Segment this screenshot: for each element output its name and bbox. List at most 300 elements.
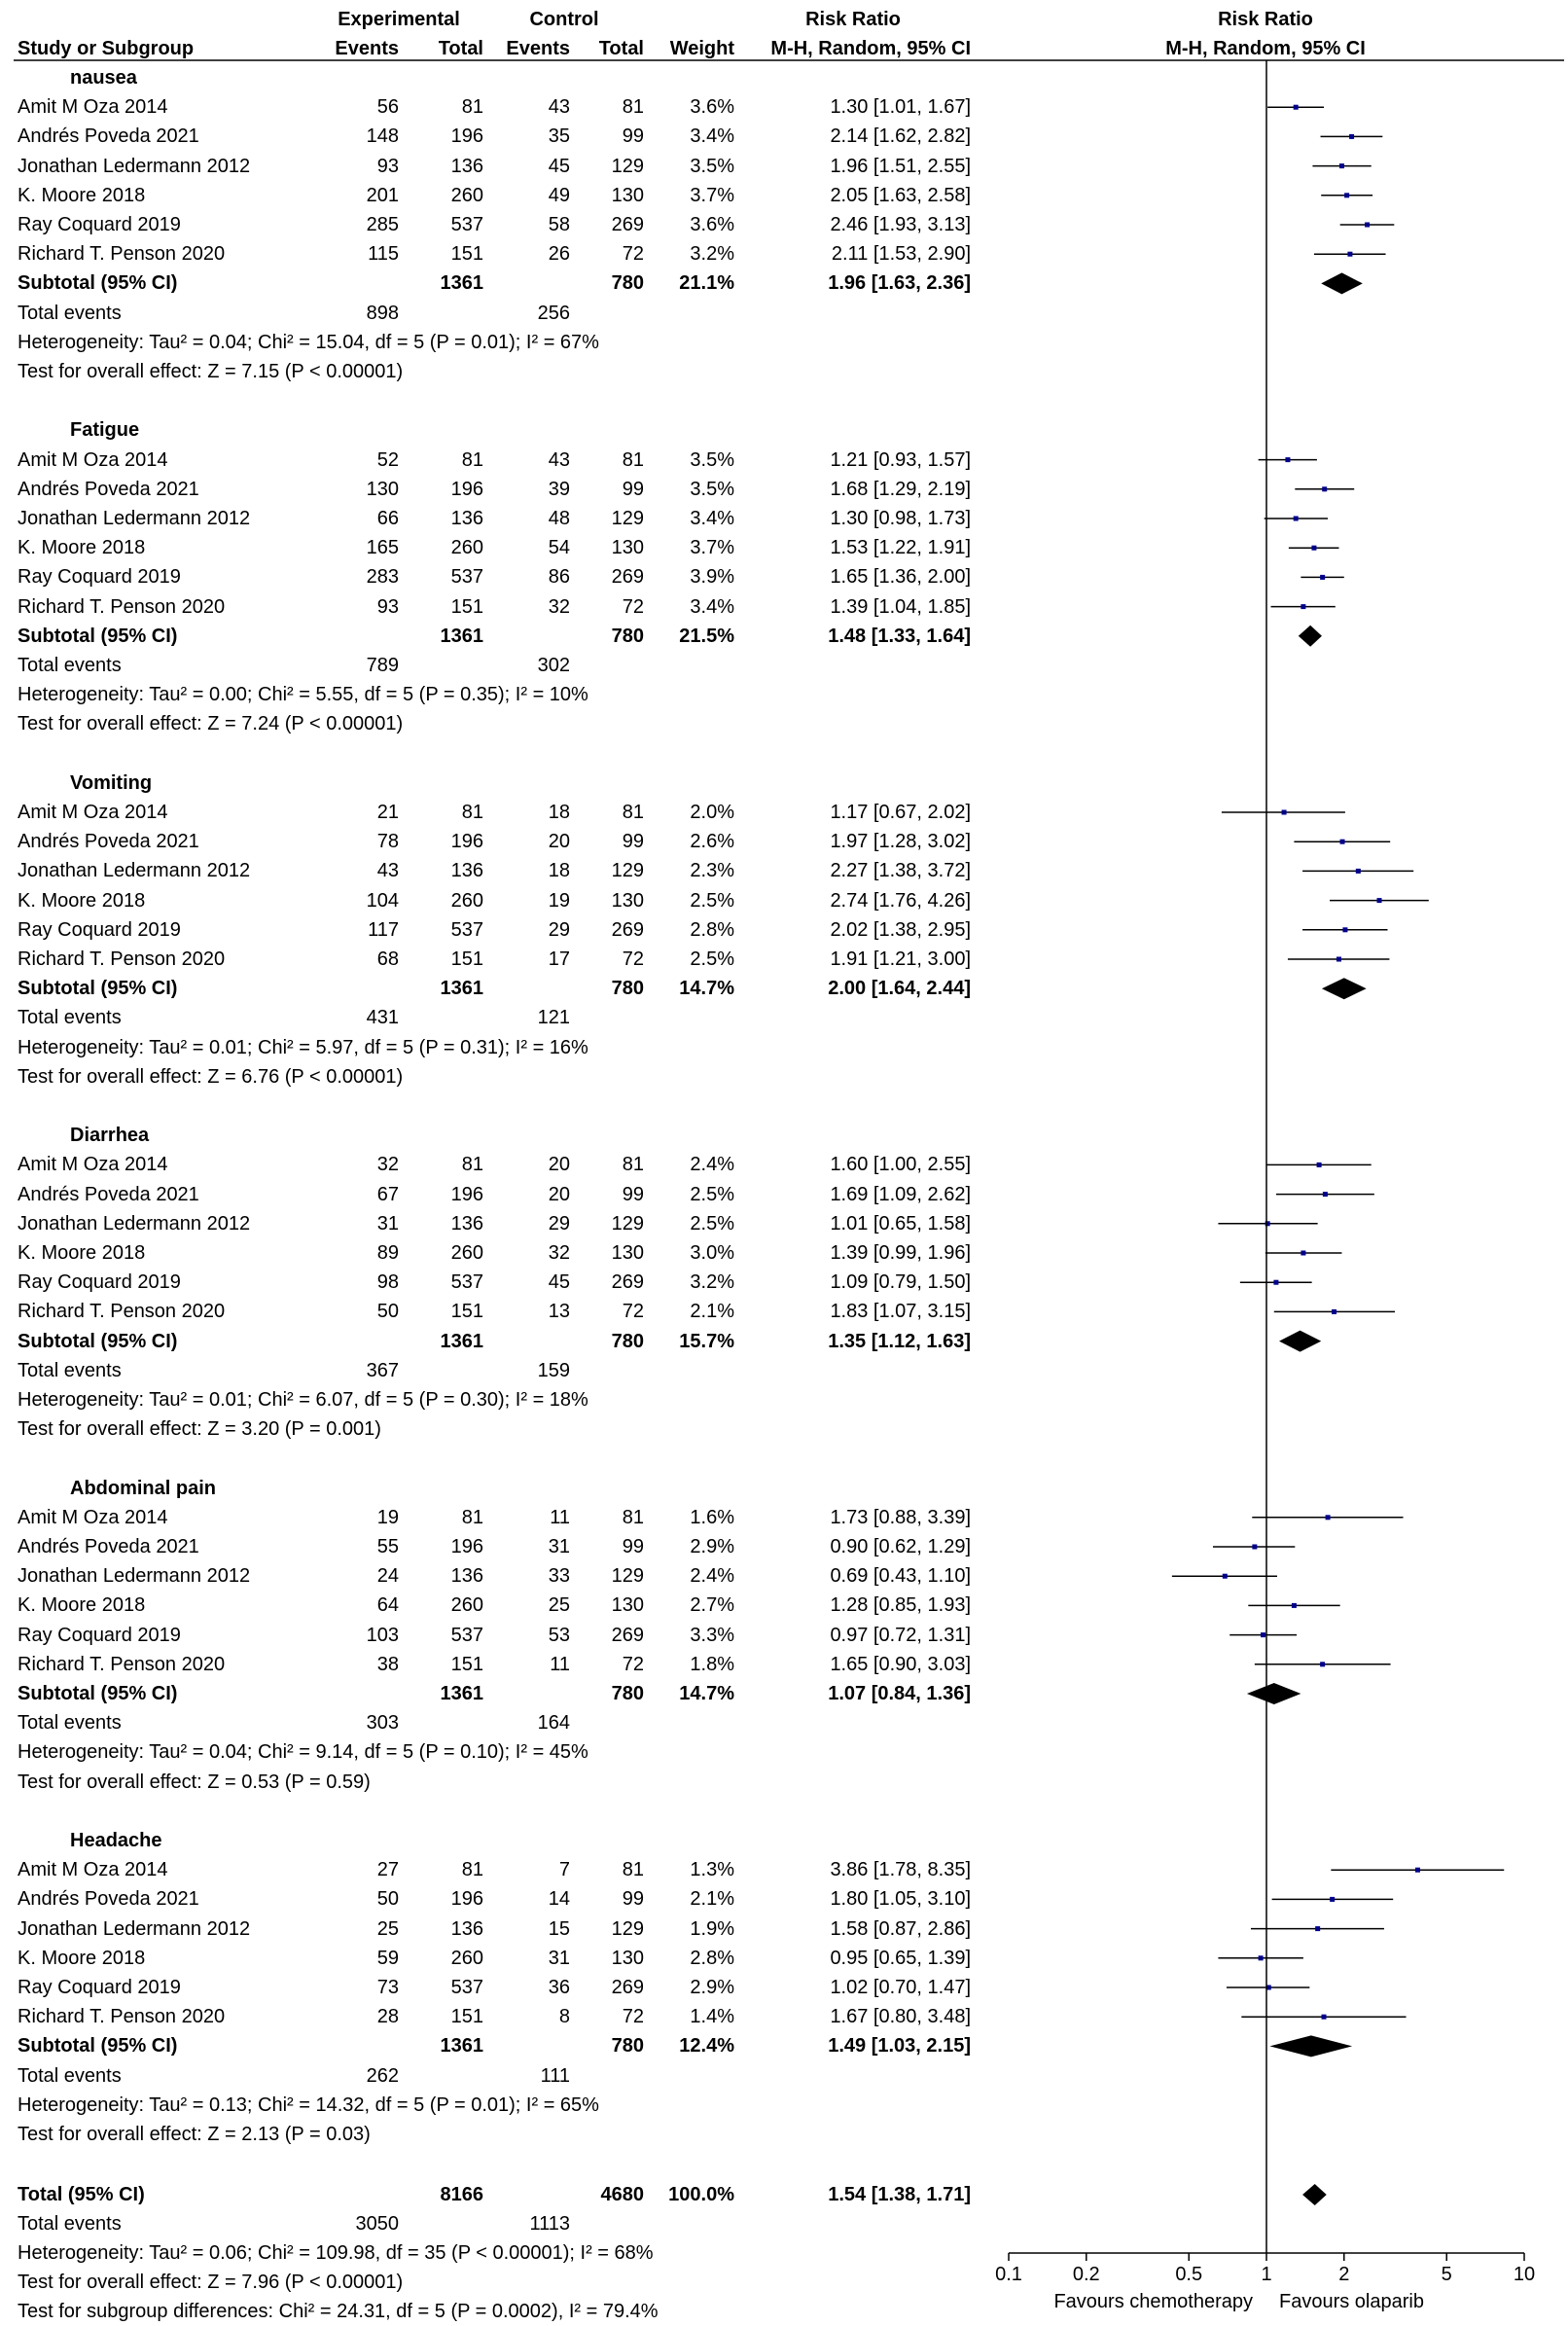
study-2-3-point <box>1377 898 1382 903</box>
subtotal-exp-total: 1361 <box>440 2035 483 2058</box>
subtotal-weight: 21.1% <box>679 272 734 295</box>
weight: 3.6% <box>690 96 734 119</box>
exp-total: 151 <box>450 595 483 618</box>
subgroup-title: Diarrhea <box>70 1125 150 1147</box>
ctrl-events: 8 <box>558 2006 570 2028</box>
study-name: Andrés Poveda 2021 <box>18 1183 199 1205</box>
risk-ratio-ci: 1.80 [1.05, 3.10] <box>830 1888 971 1911</box>
ctrl-total: 99 <box>622 1183 644 1205</box>
ctrl-total: 81 <box>622 802 644 823</box>
ctrl-total: 72 <box>622 2006 644 2028</box>
overall-effect: Test for overall effect: Z = 7.15 (P < 0.00001) <box>18 361 404 382</box>
risk-ratio-ci: 1.30 [0.98, 1.73] <box>830 508 971 529</box>
x-tick-label: 0.2 <box>1072 2264 1100 2285</box>
study-4-2-point <box>1223 1574 1228 1579</box>
risk-ratio-ci: 1.17 [0.67, 2.02] <box>830 802 971 823</box>
overall-effect: Test for overall effect: Z = 7.24 (P < 0.00001) <box>18 713 404 735</box>
total-events-exp: 303 <box>366 1712 399 1735</box>
exp-events: 165 <box>366 537 399 559</box>
exp-events: 59 <box>376 1947 399 1969</box>
ctrl-total: 99 <box>622 1888 644 1911</box>
study-name: Jonathan Ledermann 2012 <box>18 155 251 177</box>
study-2-2-point <box>1356 869 1361 874</box>
study-1-0-point <box>1285 457 1290 462</box>
header-group2: Control <box>529 9 599 30</box>
ctrl-total: 72 <box>622 1301 644 1323</box>
exp-total: 136 <box>450 1212 483 1235</box>
ctrl-events: 43 <box>548 96 570 119</box>
header-study: Study or Subgroup <box>18 38 195 59</box>
ctrl-total: 129 <box>611 1212 644 1235</box>
ctrl-events: 29 <box>548 1212 570 1235</box>
heterogeneity: Heterogeneity: Tau² = 0.13; Chi² = 14.32, df = 5 (P = 0.01); I² = 65% <box>18 2093 599 2116</box>
total-events-label: Total events <box>18 1359 122 1381</box>
subtotal-label: Subtotal (95% CI) <box>18 2035 178 2058</box>
study-name: Andrés Poveda 2021 <box>18 831 199 853</box>
ctrl-events: 20 <box>548 831 570 853</box>
weight: 2.9% <box>690 1977 734 1998</box>
ctrl-events: 20 <box>548 1154 570 1176</box>
exp-total: 81 <box>461 448 483 471</box>
weight: 2.3% <box>690 860 734 882</box>
risk-ratio-ci: 1.65 [0.90, 3.03] <box>830 1653 971 1675</box>
exp-total: 537 <box>450 1624 483 1646</box>
total-events-label: Total events <box>18 1007 122 1029</box>
study-name: Jonathan Ledermann 2012 <box>18 1212 251 1235</box>
subtotal-weight: 12.4% <box>679 2035 734 2058</box>
weight: 2.5% <box>690 1212 734 1235</box>
grand-events-ctrl: 1113 <box>529 2213 570 2235</box>
header-total2: Total <box>598 38 644 59</box>
overall-effect: Test for overall effect: Z = 2.13 (P = 0.03) <box>18 2124 371 2145</box>
exp-events: 52 <box>376 448 399 471</box>
weight: 2.5% <box>690 889 734 912</box>
risk-ratio-ci: 0.95 [0.65, 1.39] <box>830 1947 971 1969</box>
risk-ratio-ci: 1.67 [0.80, 3.48] <box>830 2006 971 2028</box>
total-events-ctrl: 111 <box>540 2064 570 2087</box>
exp-events: 98 <box>376 1271 399 1294</box>
study-name: Ray Coquard 2019 <box>18 1624 181 1646</box>
ctrl-total: 269 <box>611 1271 644 1294</box>
exp-events: 21 <box>376 802 399 823</box>
study-5-0-point <box>1415 1868 1420 1873</box>
exp-total: 81 <box>461 1154 483 1176</box>
header-method: M-H, Random, 95% CI <box>770 38 971 59</box>
study-1-1-point <box>1322 486 1327 491</box>
study-name: Andrés Poveda 2021 <box>18 478 199 500</box>
weight: 1.8% <box>690 1653 734 1675</box>
exp-total: 151 <box>450 1653 483 1675</box>
exp-events: 283 <box>366 566 399 589</box>
exp-total: 537 <box>450 1271 483 1294</box>
study-5-3-point <box>1259 1955 1264 1960</box>
total-weight: 100.0% <box>668 2184 734 2205</box>
weight: 3.5% <box>690 448 734 471</box>
subtotal-label: Subtotal (95% CI) <box>18 1683 178 1704</box>
study-name: Amit M Oza 2014 <box>18 96 168 119</box>
ctrl-total: 130 <box>611 537 644 559</box>
overall-effect: Test for overall effect: Z = 6.76 (P < 0.00001) <box>18 1065 404 1088</box>
total-ci: 1.54 [1.38, 1.71] <box>828 2184 971 2205</box>
ctrl-total: 129 <box>611 508 644 529</box>
exp-events: 19 <box>376 1506 399 1528</box>
heterogeneity: Heterogeneity: Tau² = 0.01; Chi² = 5.97, df = 5 (P = 0.31); I² = 16% <box>18 1036 588 1058</box>
exp-events: 32 <box>376 1154 399 1176</box>
study-name: Richard T. Penson 2020 <box>18 1653 226 1675</box>
subtotal-ctrl-total: 780 <box>611 978 644 1000</box>
subtotal-exp-total: 1361 <box>440 272 483 295</box>
weight: 1.9% <box>690 1917 734 1940</box>
weight: 3.3% <box>690 1624 734 1646</box>
study-4-3-point <box>1292 1603 1297 1608</box>
exp-events: 115 <box>368 243 399 266</box>
subtotal-1-diamond <box>1299 626 1322 647</box>
subtotal-weight: 21.5% <box>679 625 734 647</box>
heterogeneity: Heterogeneity: Tau² = 0.01; Chi² = 6.07, df = 5 (P = 0.30); I² = 18% <box>18 1389 588 1411</box>
risk-ratio-ci: 1.01 [0.65, 1.58] <box>830 1212 971 1235</box>
exp-total: 136 <box>450 1917 483 1940</box>
ctrl-total: 129 <box>611 1917 644 1940</box>
subtotal-label: Subtotal (95% CI) <box>18 272 178 295</box>
risk-ratio-ci: 0.97 [0.72, 1.31] <box>830 1624 971 1646</box>
ctrl-events: 33 <box>548 1565 570 1588</box>
exp-total: 196 <box>450 125 483 148</box>
total-label: Total (95% CI) <box>18 2184 145 2205</box>
weight: 2.7% <box>690 1594 734 1617</box>
exp-events: 78 <box>376 831 399 853</box>
risk-ratio-ci: 2.27 [1.38, 3.72] <box>830 860 971 882</box>
study-2-1-point <box>1340 840 1345 844</box>
weight: 1.6% <box>690 1506 734 1528</box>
exp-total: 81 <box>461 1859 483 1881</box>
ctrl-events: 31 <box>548 1947 570 1969</box>
exp-total: 260 <box>450 1594 483 1617</box>
exp-total: 151 <box>450 1301 483 1323</box>
x-tick-label: 1 <box>1261 2264 1272 2285</box>
study-3-5-point <box>1332 1309 1336 1314</box>
subtotal-ci: 1.49 [1.03, 2.15] <box>828 2035 971 2058</box>
ctrl-events: 31 <box>548 1536 570 1557</box>
exp-events: 93 <box>376 595 399 618</box>
exp-total: 260 <box>450 1947 483 1969</box>
exp-total: 537 <box>450 1977 483 1998</box>
ctrl-total: 99 <box>622 1536 644 1557</box>
exp-total: 196 <box>450 478 483 500</box>
ctrl-events: 32 <box>548 595 570 618</box>
ctrl-events: 48 <box>548 508 570 529</box>
ctrl-total: 72 <box>622 1653 644 1675</box>
ctrl-total: 99 <box>622 831 644 853</box>
overall-effect: Test for overall effect: Z = 3.20 (P = 0.001) <box>18 1418 381 1441</box>
exp-total: 151 <box>450 948 483 970</box>
exp-events: 104 <box>366 889 399 912</box>
risk-ratio-ci: 3.86 [1.78, 8.35] <box>830 1859 971 1881</box>
subtotal-ci: 1.48 [1.33, 1.64] <box>828 625 971 647</box>
header-total1: Total <box>438 38 483 59</box>
ctrl-total: 269 <box>611 566 644 589</box>
subtotal-exp-total: 1361 <box>440 1683 483 1704</box>
study-0-3-point <box>1344 193 1349 197</box>
risk-ratio-ci: 2.11 [1.53, 2.90] <box>831 243 971 266</box>
exp-events: 25 <box>376 1917 399 1940</box>
study-3-1-point <box>1323 1192 1328 1197</box>
weight: 3.5% <box>690 478 734 500</box>
subtotal-4-diamond <box>1247 1683 1301 1704</box>
subtotal-3-diamond <box>1279 1331 1321 1352</box>
total-diamond <box>1302 2184 1327 2205</box>
study-name: Richard T. Penson 2020 <box>18 1301 226 1323</box>
study-3-3-point <box>1301 1251 1305 1256</box>
ctrl-events: 29 <box>548 918 570 941</box>
total-events-label: Total events <box>18 655 122 676</box>
header-rr-title: Risk Ratio <box>805 9 901 30</box>
ctrl-events: 86 <box>548 566 570 589</box>
ctrl-events: 26 <box>548 243 570 266</box>
risk-ratio-ci: 1.97 [1.28, 3.02] <box>830 831 971 853</box>
ctrl-total: 99 <box>622 478 644 500</box>
weight: 2.9% <box>690 1536 734 1557</box>
exp-total: 260 <box>450 1242 483 1264</box>
ctrl-events: 36 <box>548 1977 570 1998</box>
weight: 3.0% <box>690 1242 734 1264</box>
subgroup-title: Abdominal pain <box>70 1477 216 1499</box>
ctrl-total: 129 <box>611 1565 644 1588</box>
weight: 3.2% <box>690 243 734 266</box>
study-name: Amit M Oza 2014 <box>18 802 168 823</box>
study-0-2-point <box>1339 163 1344 168</box>
total-events-exp: 431 <box>366 1007 399 1029</box>
study-0-0-point <box>1294 105 1299 110</box>
study-name: Jonathan Ledermann 2012 <box>18 1917 251 1940</box>
subtotal-exp-total: 1361 <box>440 978 483 1000</box>
risk-ratio-ci: 1.21 [0.93, 1.57] <box>830 448 971 471</box>
ctrl-total: 130 <box>611 1242 644 1264</box>
study-name: Richard T. Penson 2020 <box>18 2006 226 2028</box>
exp-total: 260 <box>450 537 483 559</box>
risk-ratio-ci: 1.69 [1.09, 2.62] <box>830 1183 971 1205</box>
exp-events: 148 <box>366 125 399 148</box>
ctrl-total: 130 <box>611 1947 644 1969</box>
study-name: Ray Coquard 2019 <box>18 1271 181 1294</box>
study-name: Richard T. Penson 2020 <box>18 595 226 618</box>
subtotal-ctrl-total: 780 <box>611 272 644 295</box>
ctrl-total: 269 <box>611 918 644 941</box>
risk-ratio-ci: 0.90 [0.62, 1.29] <box>830 1536 971 1557</box>
study-4-0-point <box>1326 1515 1331 1520</box>
risk-ratio-ci: 1.68 [1.29, 2.19] <box>830 478 971 500</box>
exp-events: 50 <box>376 1301 399 1323</box>
ctrl-events: 53 <box>548 1624 570 1646</box>
exp-events: 89 <box>376 1242 399 1264</box>
ctrl-events: 18 <box>548 802 570 823</box>
ctrl-total: 81 <box>622 1506 644 1528</box>
risk-ratio-ci: 1.53 [1.22, 1.91] <box>830 537 971 559</box>
weight: 2.1% <box>690 1888 734 1911</box>
x-tick-label: 5 <box>1441 2264 1452 2285</box>
weight: 3.5% <box>690 155 734 177</box>
exp-total: 136 <box>450 860 483 882</box>
exp-events: 285 <box>366 214 399 235</box>
risk-ratio-ci: 2.74 [1.76, 4.26] <box>830 889 971 912</box>
study-2-5-point <box>1336 957 1341 962</box>
subtotal-ci: 2.00 [1.64, 2.44] <box>828 978 971 1000</box>
total-events-ctrl: 121 <box>537 1007 570 1029</box>
ctrl-events: 54 <box>548 537 570 559</box>
ctrl-total: 81 <box>622 448 644 471</box>
study-name: Richard T. Penson 2020 <box>18 948 226 970</box>
x-tick-label: 0.5 <box>1175 2264 1203 2285</box>
header-plot-title: Risk Ratio <box>1218 9 1313 30</box>
exp-events: 27 <box>376 1859 399 1881</box>
study-2-4-point <box>1342 927 1347 932</box>
weight: 3.9% <box>690 566 734 589</box>
risk-ratio-ci: 1.58 [0.87, 2.86] <box>830 1917 971 1940</box>
ctrl-events: 17 <box>548 948 570 970</box>
header-events2: Events <box>506 38 570 59</box>
weight: 3.2% <box>690 1271 734 1294</box>
weight: 2.4% <box>690 1154 734 1176</box>
risk-ratio-ci: 1.02 [0.70, 1.47] <box>830 1977 971 1998</box>
overall-effect: Test for overall effect: Z = 0.53 (P = 0.59) <box>18 1771 371 1793</box>
ctrl-total: 269 <box>611 1977 644 1998</box>
subtotal-label: Subtotal (95% CI) <box>18 625 178 647</box>
study-4-5-point <box>1320 1662 1325 1666</box>
grand-events-exp: 3050 <box>355 2213 399 2235</box>
study-name: K. Moore 2018 <box>18 889 146 912</box>
weight: 3.4% <box>690 595 734 618</box>
exp-events: 117 <box>368 918 399 941</box>
exp-events: 201 <box>366 184 399 206</box>
study-3-4-point <box>1273 1280 1278 1285</box>
subtotal-ci: 1.96 [1.63, 2.36] <box>828 272 971 295</box>
exp-total: 537 <box>450 918 483 941</box>
risk-ratio-ci: 2.02 [1.38, 2.95] <box>830 918 971 941</box>
subgroup-differences: Test for subgroup differences: Chi² = 24.31, df = 5 (P = 0.0002), I² = 79.4% <box>18 2301 659 2322</box>
risk-ratio-ci: 2.14 [1.62, 2.82] <box>830 125 971 148</box>
total-events-label: Total events <box>18 2064 122 2087</box>
study-4-1-point <box>1252 1545 1257 1550</box>
exp-events: 66 <box>376 508 399 529</box>
risk-ratio-ci: 1.73 [0.88, 3.39] <box>830 1506 971 1528</box>
exp-total: 196 <box>450 831 483 853</box>
total-events-label: Total events <box>18 302 122 324</box>
risk-ratio-ci: 1.65 [1.36, 2.00] <box>830 566 971 589</box>
subtotal-label: Subtotal (95% CI) <box>18 978 178 1000</box>
subgroup-title: Vomiting <box>70 771 153 794</box>
weight: 1.4% <box>690 2006 734 2028</box>
heterogeneity: Heterogeneity: Tau² = 0.04; Chi² = 15.04, df = 5 (P = 0.01); I² = 67% <box>18 331 599 353</box>
risk-ratio-ci: 1.28 [0.85, 1.93] <box>830 1594 971 1617</box>
subtotal-weight: 15.7% <box>679 1330 734 1352</box>
total-events-ctrl: 256 <box>537 302 570 324</box>
risk-ratio-ci: 0.69 [0.43, 1.10] <box>830 1565 971 1588</box>
study-3-0-point <box>1317 1163 1322 1167</box>
exp-total: 151 <box>450 2006 483 2028</box>
ctrl-events: 18 <box>548 860 570 882</box>
risk-ratio-ci: 1.60 [1.00, 2.55] <box>830 1154 971 1176</box>
weight: 2.8% <box>690 918 734 941</box>
exp-total: 260 <box>450 889 483 912</box>
exp-total: 196 <box>450 1536 483 1557</box>
weight: 3.7% <box>690 184 734 206</box>
exp-total: 196 <box>450 1183 483 1205</box>
ctrl-events: 7 <box>558 1859 570 1881</box>
total-exp-total: 8166 <box>440 2184 483 2205</box>
exp-events: 43 <box>376 860 399 882</box>
risk-ratio-ci: 1.39 [0.99, 1.96] <box>830 1242 971 1264</box>
exp-total: 537 <box>450 566 483 589</box>
study-name: Ray Coquard 2019 <box>18 214 181 235</box>
weight: 3.7% <box>690 537 734 559</box>
ctrl-events: 58 <box>548 214 570 235</box>
ctrl-total: 99 <box>622 125 644 148</box>
exp-total: 81 <box>461 802 483 823</box>
ctrl-total: 130 <box>611 184 644 206</box>
ctrl-events: 11 <box>550 1653 570 1675</box>
weight: 2.5% <box>690 1183 734 1205</box>
study-2-0-point <box>1282 810 1287 815</box>
ctrl-total: 81 <box>622 1154 644 1176</box>
ctrl-total: 72 <box>622 948 644 970</box>
risk-ratio-ci: 2.46 [1.93, 3.13] <box>830 214 971 235</box>
risk-ratio-ci: 1.39 [1.04, 1.85] <box>830 595 971 618</box>
total-events-exp: 789 <box>366 655 399 676</box>
grand-heterogeneity: Heterogeneity: Tau² = 0.06; Chi² = 109.98, df = 35 (P < 0.00001); I² = 68% <box>18 2242 654 2264</box>
grand-overall-effect: Test for overall effect: Z = 7.96 (P < 0.00001) <box>18 2272 404 2293</box>
weight: 3.4% <box>690 508 734 529</box>
study-name: Amit M Oza 2014 <box>18 1506 168 1528</box>
exp-events: 64 <box>376 1594 399 1617</box>
study-1-4-point <box>1320 575 1325 580</box>
weight: 2.5% <box>690 948 734 970</box>
exp-total: 260 <box>450 184 483 206</box>
study-0-5-point <box>1347 252 1352 257</box>
x-tick-label: 0.1 <box>995 2264 1022 2285</box>
exp-events: 38 <box>376 1653 399 1675</box>
exp-events: 93 <box>376 155 399 177</box>
subtotal-ctrl-total: 780 <box>611 2035 644 2058</box>
ctrl-events: 20 <box>548 1183 570 1205</box>
risk-ratio-ci: 1.30 [1.01, 1.67] <box>830 96 971 119</box>
ctrl-events: 39 <box>548 478 570 500</box>
subtotal-0-diamond <box>1321 272 1363 294</box>
header-events1: Events <box>335 38 399 59</box>
total-ctrl-total: 4680 <box>600 2184 644 2205</box>
exp-events: 31 <box>376 1212 399 1235</box>
exp-total: 196 <box>450 1888 483 1911</box>
ctrl-total: 269 <box>611 214 644 235</box>
study-name: K. Moore 2018 <box>18 537 146 559</box>
total-events-exp: 367 <box>366 1359 399 1381</box>
weight: 2.6% <box>690 831 734 853</box>
ctrl-total: 81 <box>622 96 644 119</box>
ctrl-total: 130 <box>611 1594 644 1617</box>
study-name: K. Moore 2018 <box>18 1947 146 1969</box>
ctrl-events: 19 <box>548 889 570 912</box>
weight: 2.8% <box>690 1947 734 1969</box>
ctrl-events: 13 <box>548 1301 570 1323</box>
grand-events-label: Total events <box>18 2213 122 2235</box>
study-name: Amit M Oza 2014 <box>18 448 168 471</box>
ctrl-events: 43 <box>548 448 570 471</box>
ctrl-total: 269 <box>611 1624 644 1646</box>
study-0-4-point <box>1365 223 1370 228</box>
study-0-1-point <box>1349 134 1354 139</box>
weight: 2.1% <box>690 1301 734 1323</box>
ctrl-total: 129 <box>611 860 644 882</box>
subtotal-ctrl-total: 780 <box>611 1683 644 1704</box>
study-name: Jonathan Ledermann 2012 <box>18 508 251 529</box>
